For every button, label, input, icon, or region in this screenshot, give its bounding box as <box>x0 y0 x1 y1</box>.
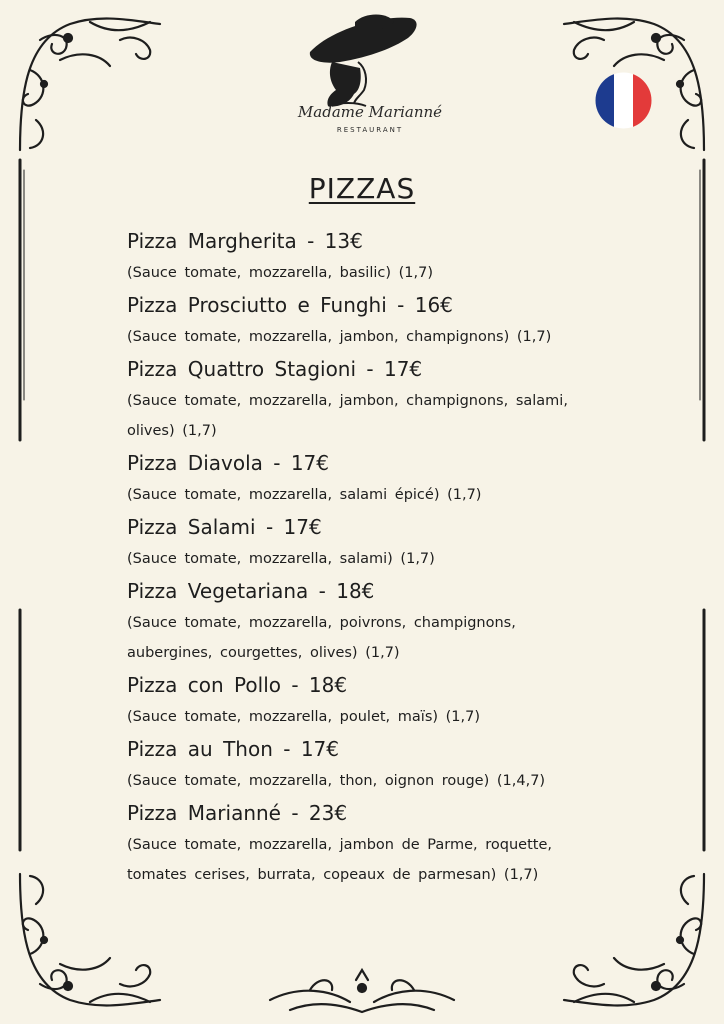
menu-item-description: (Sauce tomate, mozzarella, jambon, champignons, salami, olives) (1,7) <box>127 393 568 439</box>
menu-item-description: (Sauce tomate, mozzarella, jambon, champignons) (1,7) <box>127 329 552 345</box>
menu-item-name: Pizza con Pollo - 18€ <box>127 673 348 697</box>
menu-item-name: Pizza Vegetariana - 18€ <box>127 579 375 603</box>
menu-item <box>127 446 597 510</box>
menu-item <box>127 352 597 446</box>
menu-item <box>127 732 597 796</box>
menu-item <box>127 510 597 574</box>
menu-item-name: Pizza Margherita - 13€ <box>127 229 363 253</box>
corner-ornament-bottom-left <box>20 874 160 1005</box>
menu-list <box>127 224 597 890</box>
menu-item-name: Pizza Prosciutto e Funghi - 16€ <box>127 293 453 317</box>
menu-item <box>127 224 597 288</box>
menu-item <box>127 288 597 352</box>
menu-item-name: Pizza Salami - 17€ <box>127 515 322 539</box>
menu-item-description: (Sauce tomate, mozzarella, salami) (1,7) <box>127 551 435 567</box>
french-flag-icon[interactable] <box>595 72 652 129</box>
menu-item <box>127 668 597 732</box>
lady-hat-logo-icon <box>270 10 470 145</box>
menu-item-name: Pizza Diavola - 17€ <box>127 451 329 475</box>
menu-item-description: (Sauce tomate, mozzarella, salami épicé) (1,7) <box>127 487 482 503</box>
menu-item-description: (Sauce tomate, mozzarella, basilic) (1,7) <box>127 265 434 281</box>
bottom-center-flourish <box>270 970 454 1012</box>
menu-item-name: Pizza Marianné - 23€ <box>127 801 348 825</box>
brand-tagline: RESTAURANT <box>336 126 404 134</box>
menu-item-description: (Sauce tomate, mozzarella, jambon de Parme, roquette, tomates cerises, burrata, copeaux de parmesan) (1,7) <box>127 837 552 883</box>
corner-ornament-top-left <box>20 19 160 150</box>
menu-item-description: (Sauce tomate, mozzarella, thon, oignon rouge) (1,4,7) <box>127 773 546 789</box>
menu-item <box>127 574 597 668</box>
menu-item <box>127 796 597 890</box>
corner-ornament-bottom-right <box>564 874 704 1005</box>
menu-title: PIZZAS <box>308 172 416 205</box>
menu-item-description: (Sauce tomate, mozzarella, poivrons, champignons, aubergines, courgettes, olives) (1,7) <box>127 615 516 661</box>
menu-item-description: (Sauce tomate, mozzarella, poulet, maïs) (1,7) <box>127 709 481 725</box>
menu-item-name: Pizza Quattro Stagioni - 17€ <box>127 357 423 381</box>
brand-name: Madame Marianné <box>297 103 443 121</box>
menu-item-name: Pizza au Thon - 17€ <box>127 737 339 761</box>
